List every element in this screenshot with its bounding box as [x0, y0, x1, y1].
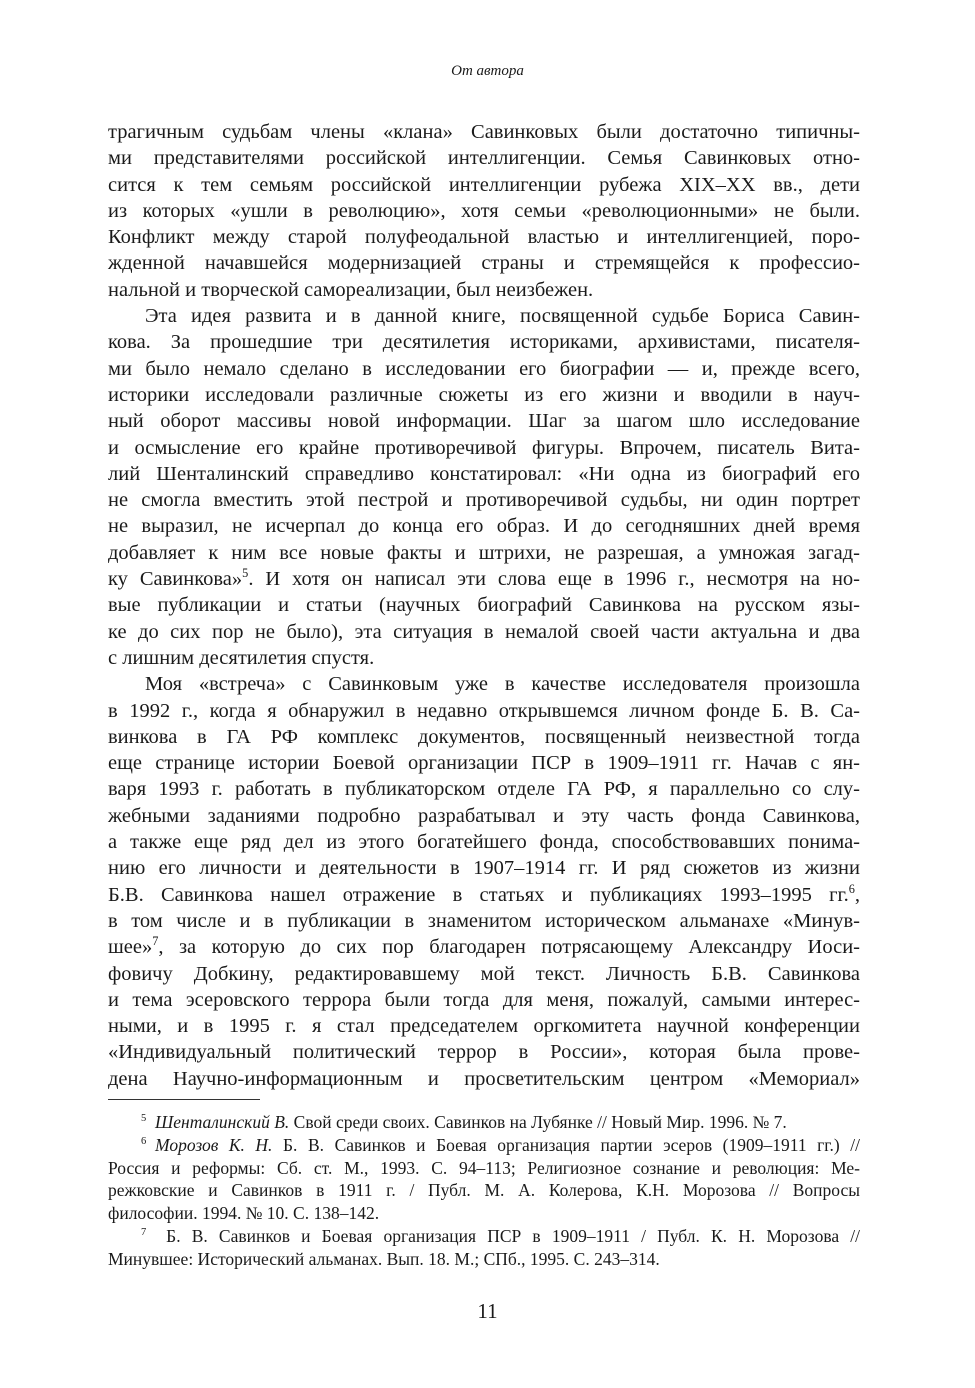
footnote-text: Б. В. Савинков и Боевая организация ПСР в 1909–1911 / Публ. К. Н. Морозова //	[155, 1225, 860, 1246]
text-line	[108, 487, 860, 513]
text-line-content: еще странице истории Боевой организации ПСР в 1909–1911 гг. Начав с ян-	[108, 752, 860, 775]
footnote-reference: 5	[242, 566, 249, 581]
footnote-line	[108, 1134, 860, 1157]
text-line-content: жебными заданиями подробно разрабатывал и эту часть фонда Савинкова,	[108, 804, 860, 827]
text-line	[108, 698, 860, 724]
text-line	[108, 803, 860, 829]
footnote-text: Минувшее: Исторический альманах. Вып. 18. М.; СПб., 1995. С. 243–314.	[108, 1248, 660, 1269]
footnote-number: 7	[141, 1227, 147, 1239]
text-line-content: в 1992 г., когда я обнаружил в недавно открывшемся личном фонде Б. В. Са-	[108, 699, 860, 722]
text-line-content: сится к тем семьям российской интеллигенции рубежа XIX–XX вв., дети	[108, 173, 860, 196]
text-line	[108, 855, 860, 881]
text-line-content: ми представителями российской интеллигенции. Семья Савинковых отно-	[108, 147, 860, 170]
footnote-line	[108, 1202, 860, 1225]
footnote-number: 6	[141, 1135, 147, 1147]
text-line-content: шее»	[108, 936, 153, 959]
text-line	[108, 1039, 860, 1065]
running-head: От автора	[451, 63, 524, 79]
footnote-text: Россия и реформы: Сб. ст. М., 1993. С. 94–113; Религиозное сознание и революция: Ме-	[108, 1157, 860, 1178]
text-line	[108, 750, 860, 776]
footnote-reference: 6	[848, 881, 855, 896]
text-line	[108, 172, 860, 198]
text-line-content: вые публикации и статьи (научных биографий Савинкова на русском язы-	[108, 594, 860, 617]
text-line	[108, 198, 860, 224]
main-text	[108, 119, 860, 1092]
text-line	[108, 513, 860, 539]
footnote-text: режковские и Савинков в 1911 г. / Публ. М. А. Колерова, К.Н. Морозова // Вопросы	[108, 1180, 860, 1201]
text-line	[108, 987, 860, 1013]
text-line	[108, 329, 860, 355]
text-line-content: Б.В. Савинкова нашел отражение в статьях и публикациях 1993–1995 гг.	[108, 883, 849, 906]
text-line-content: ный оборот массивы новой информации. Шаг за шагом шло исследование	[108, 410, 860, 433]
footnote-author: Шенталинский В.	[155, 1112, 290, 1132]
footnote-text: Свой среди своих. Савинков на Лубянке // Новый Мир. 1996. № 7.	[289, 1112, 787, 1132]
text-line	[108, 145, 860, 171]
footnote-line	[108, 1157, 860, 1180]
text-line	[108, 671, 860, 697]
text-line	[108, 382, 860, 408]
text-line-content: с лишним десятилетия спустя.	[108, 646, 375, 669]
footnote-separator	[108, 1099, 260, 1100]
text-line-content: варя 1993 г. работать в публикаторском отделе ГА РФ, я параллельно со слу-	[108, 778, 860, 801]
text-line	[108, 224, 860, 250]
text-line-content: Конфликт между старой полуфеодальной властью и интеллигенцией, поро-	[108, 226, 860, 249]
text-line	[108, 356, 860, 382]
text-line-content: и тема эсеровского террора были тогда для меня, пожалуй, самыми интерес-	[108, 988, 860, 1011]
footnote-text: философии. 1994. № 10. С. 138–142.	[108, 1203, 380, 1224]
text-line	[108, 461, 860, 487]
footnote-reference: 7	[152, 934, 159, 949]
page-number: 11	[477, 1299, 498, 1323]
text-line-continuation: ,	[854, 883, 860, 906]
text-line-content: из которых «ушли в революцию», хотя семьи «революционными» не были.	[108, 199, 860, 222]
text-line	[108, 724, 860, 750]
footnote-line	[108, 1179, 860, 1202]
text-line-content: «Индивидуальный политический террор в России», которая была прове-	[108, 1041, 860, 1064]
footnote-line	[108, 1111, 860, 1134]
text-line-continuation: . И хотя он написал эти слова еще в 1996 г., несмотря на но-	[248, 568, 860, 591]
text-line-content: нальной и творческой самореализации, был неизбежен.	[108, 278, 594, 301]
text-line	[108, 250, 860, 276]
text-line	[108, 303, 860, 329]
text-line	[108, 619, 860, 645]
text-line	[108, 934, 860, 960]
text-line-content: ке до сих пор не было), эта ситуация в немалой своей части актуальна и два	[108, 620, 860, 643]
text-line	[108, 829, 860, 855]
footnote-number: 5	[141, 1113, 147, 1125]
text-line-content: ми было немало сделано в исследовании его биографии — и, прежде всего,	[108, 357, 860, 380]
text-line-content: а также еще ряд дел из этого богатейшего фонда, способствовавших понима-	[108, 831, 860, 854]
text-line-continuation: , за которую до сих пор благодарен потрясающему Александру Иоси-	[158, 936, 860, 959]
text-line	[108, 435, 860, 461]
text-line-content: не выразил, не исчерпал до конца его образ. И до сегодняшних дней время	[108, 515, 860, 538]
text-line	[108, 1066, 860, 1092]
text-line-content: винкова в ГА РФ комплекс документов, посвященный неизвестной тогда	[108, 725, 860, 748]
text-line-content: Эта идея развита и в данной книге, посвященной судьбе Бориса Савин-	[145, 305, 860, 328]
text-line	[108, 592, 860, 618]
text-line-content: жденной начавшейся модернизацией страны и стремящейся к профессио-	[108, 252, 860, 275]
text-line-content: фовичу Добкину, редактировавшему мой текст. Личность Б.В. Савинкова	[108, 962, 860, 985]
text-line-content: историки исследовали различные сюжеты из его жизни и вводили в науч-	[108, 383, 860, 406]
text-line-content: трагичным судьбам члены «клана» Савинковых были достаточно типичны-	[108, 121, 860, 143]
text-line	[108, 119, 860, 145]
text-line	[108, 882, 860, 908]
text-line-content: нию его личности и деятельности в 1907–1914 гг. И ряд сюжетов из жизни	[108, 857, 860, 880]
text-line-content: Моя «встреча» с Савинковым уже в качестве исследователя произошла	[145, 673, 860, 696]
text-line-content: лий Шенталинский справедливо констатировал: «Ни одна из биографий его	[108, 462, 860, 485]
text-line-content: ку Савинкова»	[108, 568, 243, 591]
text-line	[108, 1013, 860, 1039]
text-line-content: в том числе и в публикации в знаменитом историческом альманахе «Минув-	[108, 909, 860, 932]
text-line	[108, 776, 860, 802]
footnote-line	[108, 1248, 860, 1271]
text-line	[108, 277, 860, 303]
footnotes	[108, 1111, 860, 1271]
text-line	[108, 540, 860, 566]
footnote-author: Морозов К. Н.	[155, 1134, 273, 1155]
text-line	[108, 961, 860, 987]
text-line-content: кова. За прошедшие три десятилетия историками, архивистами, писателя-	[108, 331, 860, 354]
text-line-content: добавляет к ним все новые факты и штрихи, не разрешая, а умножая загад-	[108, 541, 860, 564]
text-line	[108, 566, 860, 592]
footnote-text: Б. В. Савинков и Боевая организация партии эсеров (1909–1911 гг.) //	[272, 1134, 860, 1155]
text-line	[108, 645, 860, 671]
text-line-content: и осмысление его крайне противоречивой фигуры. Впрочем, писатель Вита-	[108, 436, 860, 459]
text-line	[108, 908, 860, 934]
text-line-content: ными, и в 1995 г. я стал председателем оргкомитета научной конференции	[108, 1015, 860, 1038]
text-line-content: не смогла вместить этой пестрой и противоречивой судьбы, ни один портрет	[108, 489, 860, 512]
text-line	[108, 408, 860, 434]
text-line-content: дена Научно-информационным и просветительским центром «Мемориал»	[108, 1067, 860, 1090]
footnote-line	[108, 1225, 860, 1248]
